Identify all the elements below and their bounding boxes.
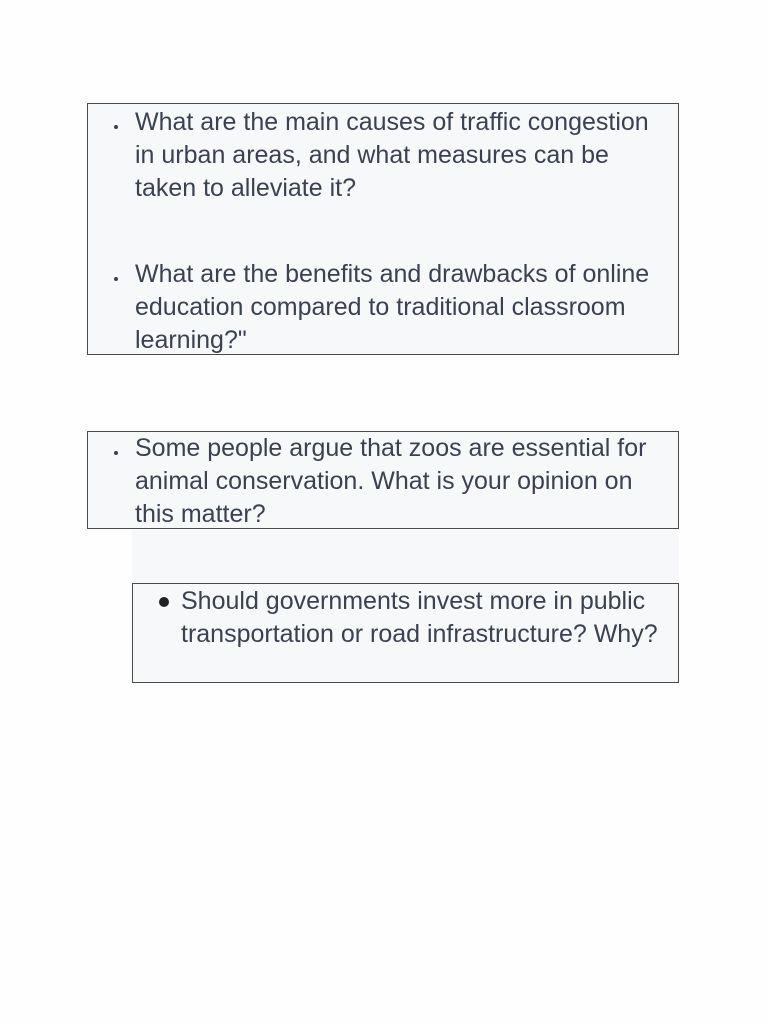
question-text: What are the benefits and drawbacks of online education compared to traditional classroom learning?" [135,260,650,354]
question-list-2 [88,432,678,531]
question-text: What are the main causes of traffic congestion in urban areas, and what measures can be taken to alleviate it? [135,108,649,202]
bullet-icon [114,277,118,281]
spacer-band [132,530,679,583]
list-item [181,585,661,651]
question-list-3 [133,585,678,651]
question-text: Should governments invest more in public transportation or road infrastructure? Why? [181,587,658,648]
question-box-1 [87,103,679,355]
question-list-1 [88,106,678,357]
list-item [135,432,675,531]
list-item [135,258,655,357]
list-item [135,106,655,205]
bullet-icon [114,125,118,129]
question-box-2 [87,431,679,529]
bullet-icon [159,597,169,607]
question-box-3 [132,583,679,683]
bullet-icon [114,451,118,455]
question-text: Some people argue that zoos are essential for animal conservation. What is your opinion on this matter? [135,434,647,528]
